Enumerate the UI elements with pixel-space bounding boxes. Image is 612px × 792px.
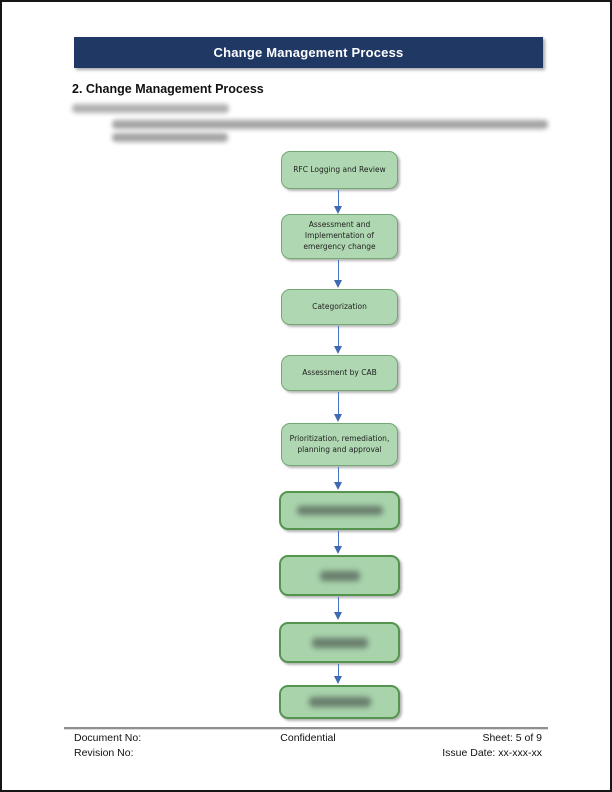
flow-step-label: Assessment by CAB [302, 367, 377, 377]
footer-confidential: Confidential [280, 732, 336, 744]
flow-step-label: RFC Logging and Review [293, 164, 386, 174]
footer-row [74, 732, 542, 744]
section-heading: 2. Change Management Process [72, 82, 264, 96]
flow-step-rfc-logging [281, 151, 398, 189]
arrow-down-icon [333, 392, 344, 422]
redacted-paragraph-line [112, 120, 548, 129]
flow-step-label: Prioritization, remediation, planning and approval [289, 433, 390, 454]
footer-issue-date: Issue Date: xx-xxx-xx [442, 747, 542, 759]
flow-step-emergency-assessment [281, 214, 398, 259]
footer-row [74, 747, 542, 759]
flow-step-redacted [279, 685, 400, 719]
arrow-down-icon [333, 260, 344, 288]
footer-sheet: Sheet: 5 of 9 [482, 732, 542, 744]
redacted-label [297, 506, 383, 515]
redacted-label [312, 638, 368, 648]
flow-step-label: Categorization [312, 301, 367, 311]
redacted-subheading-line [72, 104, 229, 113]
footer-divider [64, 727, 548, 729]
flow-step-label: Assessment and Implementation of emergency change [303, 220, 376, 251]
redacted-label [309, 697, 371, 707]
document-title: Change Management Process [213, 45, 404, 60]
redacted-paragraph-line [112, 133, 228, 142]
redacted-label [320, 571, 360, 581]
flow-step-categorization [281, 289, 398, 325]
arrow-down-icon [333, 190, 344, 214]
arrow-down-icon [333, 531, 344, 554]
flow-step-redacted [279, 622, 400, 663]
flow-step-prioritization [281, 423, 398, 466]
arrow-down-icon [333, 597, 344, 620]
footer-document-no: Document No: [74, 732, 142, 744]
footer-revision-no: Revision No: [74, 747, 134, 759]
flow-step-redacted [279, 491, 400, 530]
arrow-down-icon [333, 664, 344, 684]
flow-step-assessment-by-cab [281, 355, 398, 391]
flow-step-redacted [279, 555, 400, 596]
document-title-bar [74, 37, 543, 68]
arrow-down-icon [333, 467, 344, 490]
arrow-down-icon [333, 326, 344, 354]
